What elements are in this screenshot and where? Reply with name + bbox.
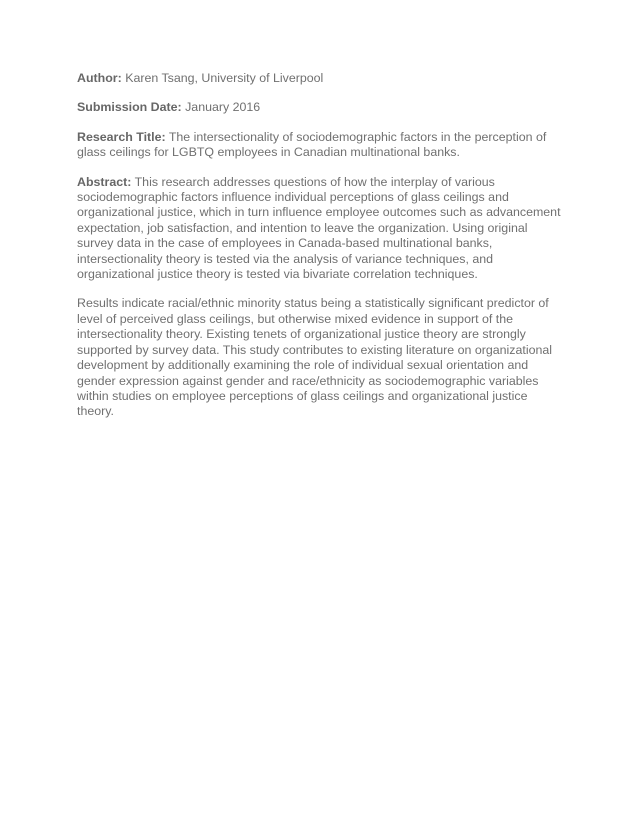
abstract-text: This research addresses questions of how the interplay of various sociodemographic factors influence individual perceptions of glass ceilings and organizational justice, which in turn influence employee outcomes such as advancement expectation, job satisfaction, and intention to leave the organization. Using original survey data in the case of employees in Canada-based multinational banks, intersectionality theory is tested via the analysis of variance techniques, and organizational justice theory is tested via bivariate correlation techniques. bbox=[77, 174, 561, 282]
research-title-label: Research Title: bbox=[77, 129, 166, 144]
submission-date-line bbox=[77, 100, 561, 115]
submission-date-label: Submission Date: bbox=[77, 100, 182, 115]
author-label: Author: bbox=[77, 71, 122, 85]
author-value: Karen Tsang, University of Liverpool bbox=[125, 71, 324, 85]
abstract-paragraph bbox=[77, 175, 561, 283]
results-paragraph: Results indicate racial/ethnic minority status being a statistically significant predictor of level of perceived glass ceilings, but otherwise mixed evidence in support of the intersectionality theory. Existing tenets of organizational justice theory are strongly supported by survey data. This study contributes to existing literature on organizational development by additionally examining the role of individual sexual orientation and gender expression against gender and race/ethnicity as sociodemographic variables within studies on employee perceptions of glass ceilings and organizational justice theory. bbox=[77, 296, 553, 419]
submission-date-value: January 2016 bbox=[185, 100, 261, 115]
abstract-label: Abstract: bbox=[77, 174, 132, 189]
research-title-value: The intersectionality of sociodemographic factors in the perception of glass ceilings for LGBTQ employees in Canadian multinational banks. bbox=[77, 129, 547, 160]
research-title-paragraph bbox=[77, 130, 561, 161]
document-body bbox=[77, 71, 561, 434]
author-line bbox=[77, 71, 561, 86]
